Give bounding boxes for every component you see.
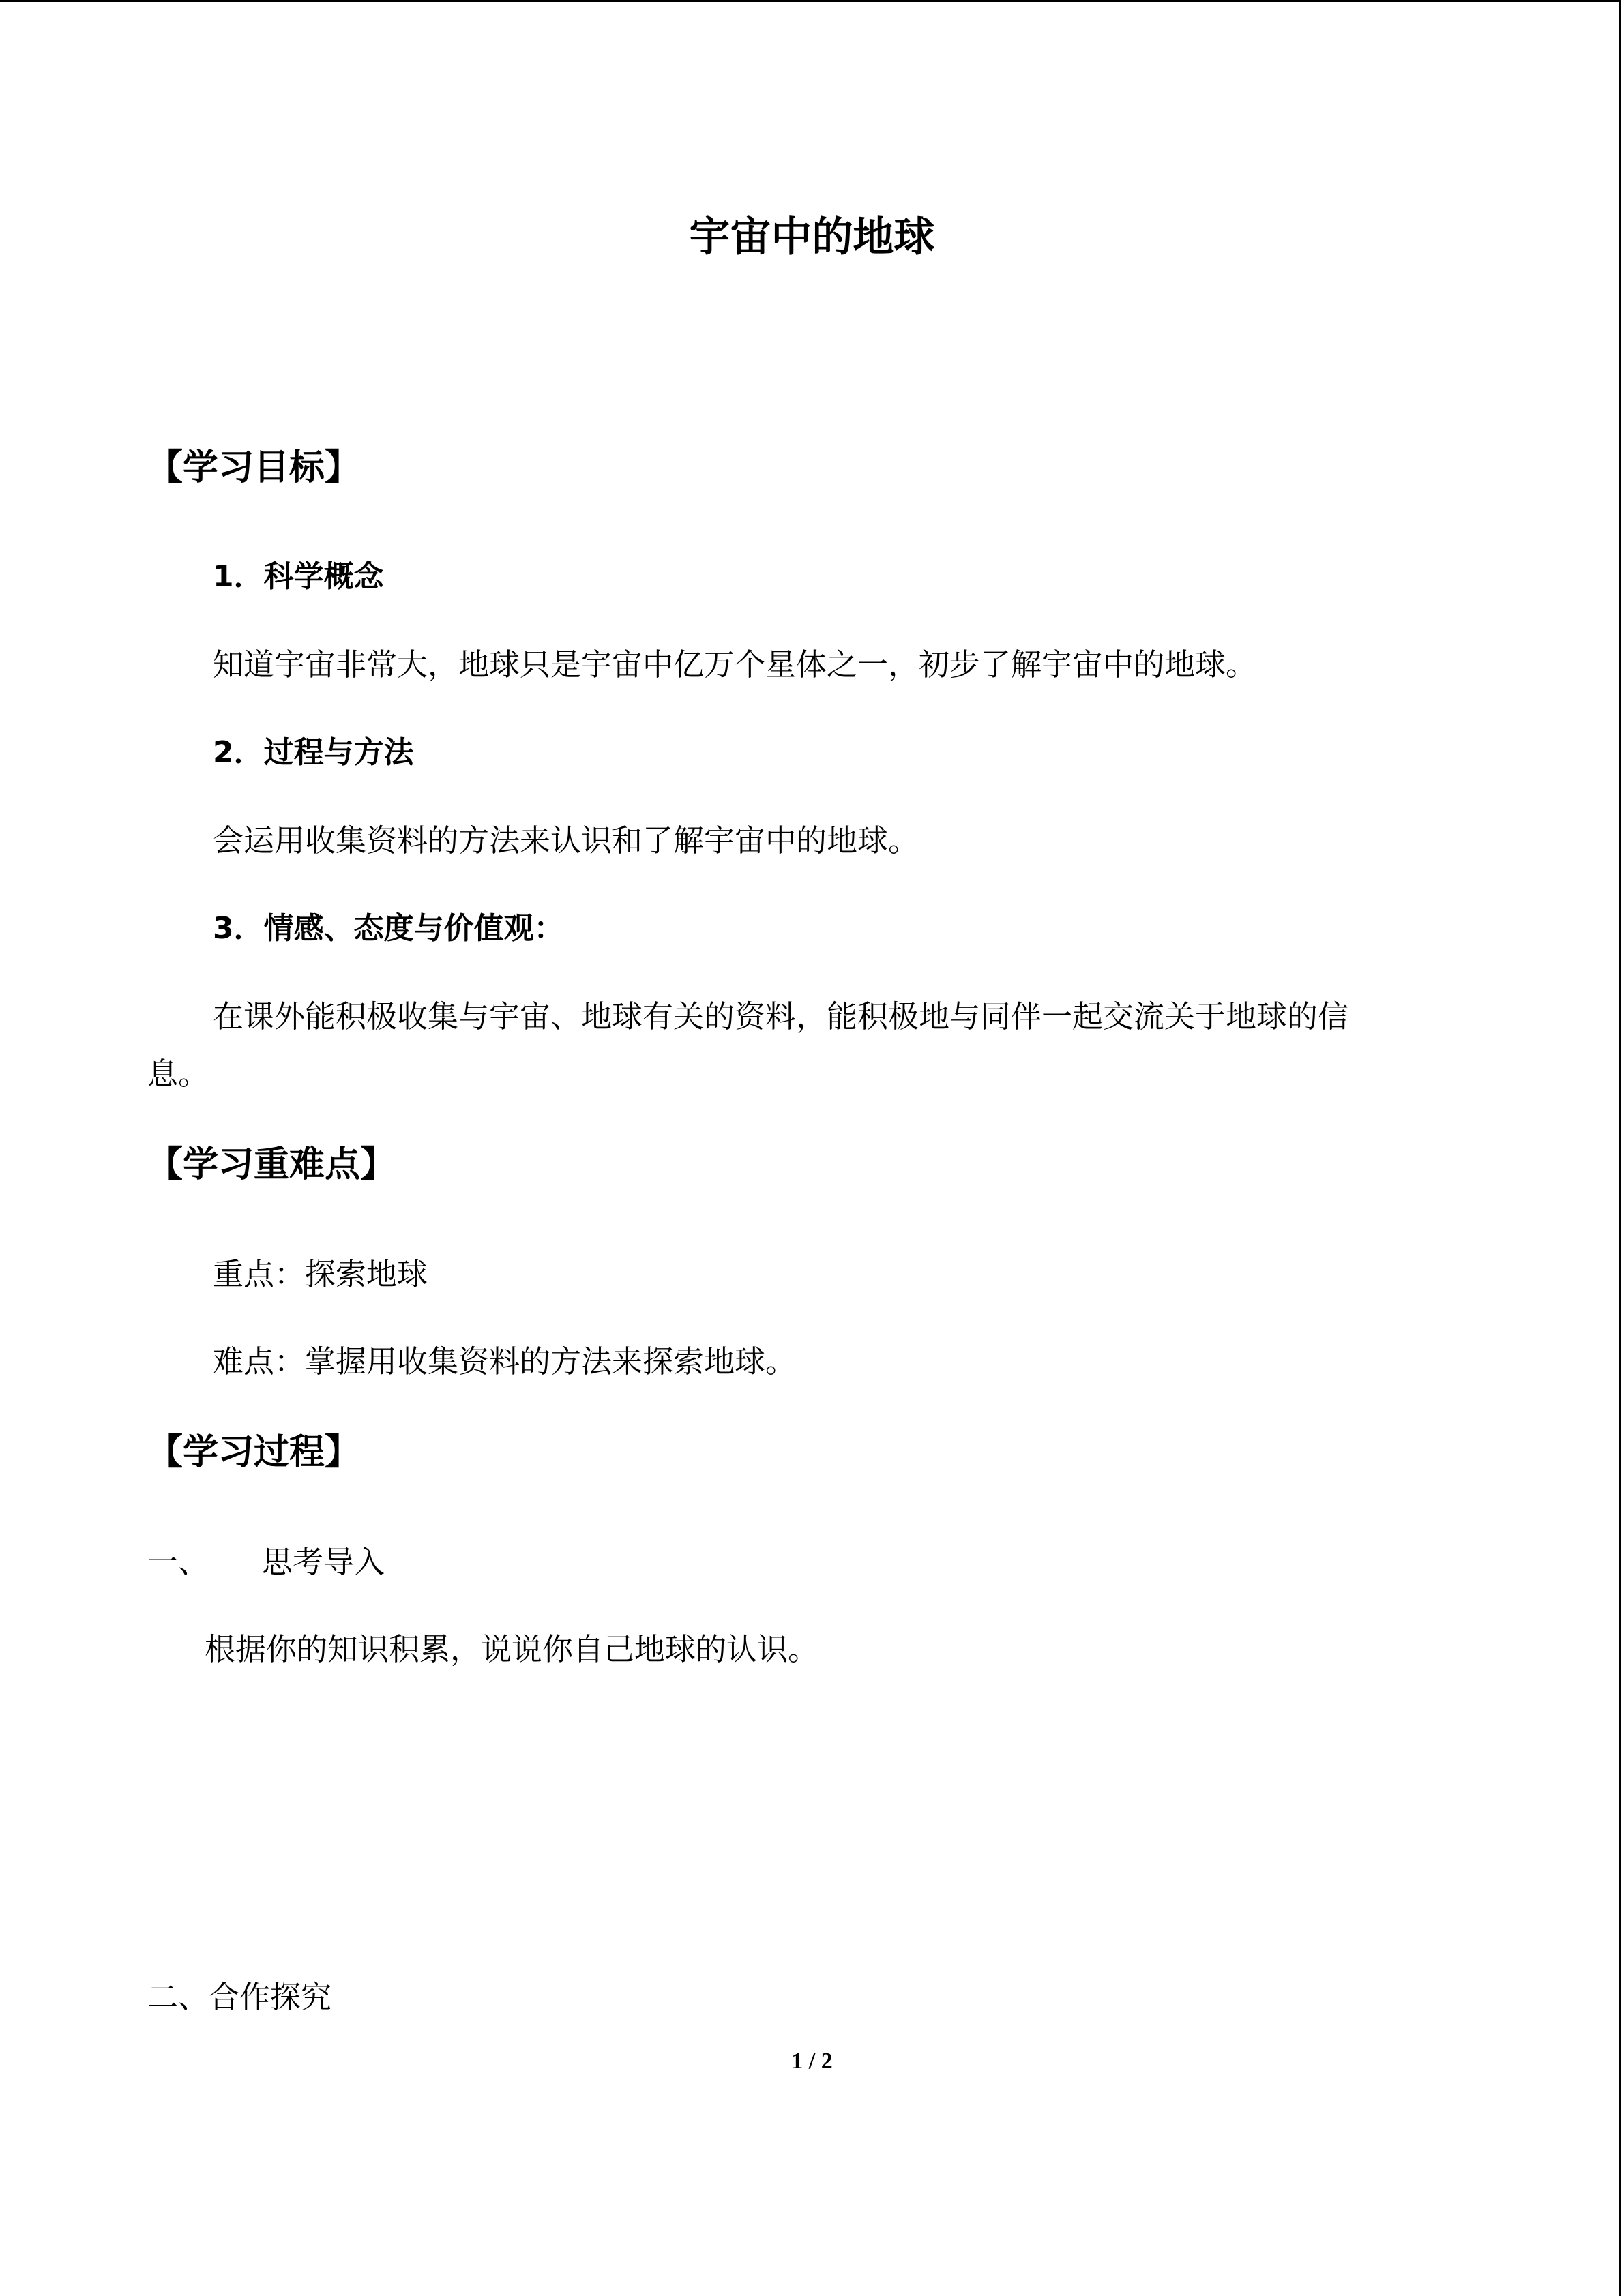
objective-label-2: 2．过程与方法 [213,735,414,770]
objective-text-3-line1: 在课外能积极收集与宇宙、地球有关的资料，能积极地与同伴一起交流关于地球的信 [213,998,1349,1034]
page-number: 1 / 2 [791,2048,833,2074]
objective-text-3-line2: 息。 [147,1056,209,1092]
process-step1-text: 根据你的知识积累，说说你自己地球的认识。 [205,1631,819,1667]
objective-label-3: 3．情感、态度与价值观： [213,911,564,946]
process-step1-number: 一、 [147,1544,209,1580]
process-step1-title: 思考导入 [262,1544,385,1580]
objective-text-1: 知道宇宙非常大，地球只是宇宙中亿万个星体之一，初步了解宇宙中的地球。 [213,646,1257,683]
key-point-text: 重点：探索地球 [213,1256,428,1292]
section-heading-objectives: 【学习目标】 [147,447,361,488]
difficult-point-text: 难点：掌握用收集资料的方法来探索地球。 [213,1343,797,1380]
section-heading-process: 【学习过程】 [147,1432,361,1473]
objective-label-1: 1．科学概念 [213,559,384,594]
objective-text-2: 会运用收集资料的方法来认识和了解宇宙中的地球。 [213,822,919,859]
process-step2: 二、合作探究 [147,1979,332,2015]
document-title: 宇宙中的地球 [689,213,935,261]
section-heading-key-points: 【学习重难点】 [147,1144,396,1185]
